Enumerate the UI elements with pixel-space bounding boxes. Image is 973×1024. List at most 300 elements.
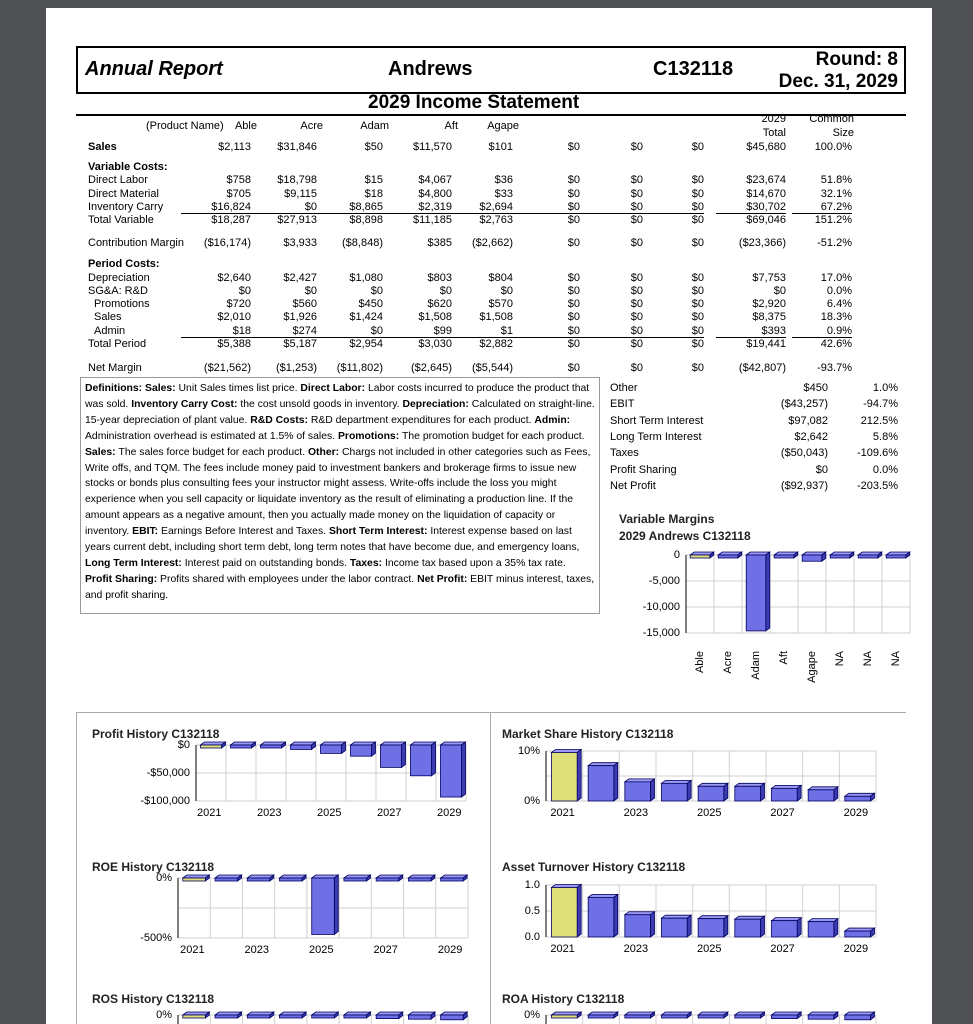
definition-term: Admin: <box>534 414 571 426</box>
value-cell: $0 <box>630 338 643 350</box>
value-cell: ($16,174) <box>203 237 251 249</box>
bar-side <box>834 787 838 801</box>
value-cell: $0 <box>567 174 580 186</box>
common-size-cell: 0.9% <box>792 325 852 338</box>
report-page <box>46 8 932 1024</box>
value-cell: $1,424 <box>349 311 383 323</box>
bar-face <box>698 919 724 937</box>
bar <box>886 552 910 558</box>
bar-side <box>614 894 618 937</box>
value-cell: $0 <box>630 188 643 200</box>
bar <box>441 875 468 881</box>
bar-side <box>651 912 655 937</box>
definition-text: Unit Sales times list price. <box>178 383 301 394</box>
statement-title: 2029 Income Statement <box>368 92 580 113</box>
definition-text: The sales force budget for each product. <box>118 446 308 458</box>
definition-text: Interest expense based on last years current debt, including short term debt, long term notes that have become due, and emergency loans, <box>85 526 580 554</box>
asset-turnover-history-title: Asset Turnover History C132118 <box>502 860 686 874</box>
value-cell: $0 <box>634 201 704 214</box>
bar-face <box>183 1015 206 1018</box>
bar <box>735 916 765 937</box>
value-cell: $15 <box>364 174 383 186</box>
definition-text: EBIT minus interest, taxes, and profit sharing. <box>85 573 595 601</box>
row-label-depreciation: Depreciation <box>88 272 150 284</box>
value-cell: $0 <box>500 285 513 297</box>
value-cell: $3,030 <box>418 338 452 350</box>
bar <box>408 1012 435 1019</box>
value-cell: $0 <box>630 298 643 310</box>
bar <box>312 875 339 934</box>
bar-face <box>381 745 402 767</box>
definition-text: Calculated on straight-line. 15-year depreciation of plant value. <box>85 398 595 426</box>
y-tick-label: -500% <box>140 932 172 944</box>
x-tick-label: NA <box>862 651 874 667</box>
y-tick-label: 0% <box>156 1009 172 1021</box>
bar-top <box>588 894 618 897</box>
value-cell: $0 <box>691 298 704 310</box>
row-label-admin: Admin <box>94 325 126 337</box>
common-size-cell: 151.2% <box>814 214 852 226</box>
bar-top <box>662 780 692 783</box>
value-cell: $1,926 <box>283 311 317 323</box>
value-cell: $36 <box>494 174 513 186</box>
definition-text: the cost unsold goods in inventory. <box>240 398 403 410</box>
bar <box>802 552 826 561</box>
bar-face <box>808 922 834 937</box>
definition-text: Interest paid on outstanding bonds. <box>184 557 350 569</box>
definition-text: Administration overhead is estimated at 1.5% of sales. <box>85 430 338 442</box>
bar <box>381 742 406 767</box>
bar <box>411 742 436 776</box>
value-cell: $0 <box>691 311 704 323</box>
x-tick-label: 2023 <box>244 944 270 956</box>
common-size-cell: 42.6% <box>820 338 852 350</box>
definition-term: Inventory Carry Cost: <box>131 398 241 410</box>
row-label-direct-labor: Direct Labor <box>88 174 148 186</box>
value-cell: $5,187 <box>283 338 317 350</box>
company-code: C132118 <box>653 58 734 80</box>
value-cell: $27,913 <box>277 214 317 226</box>
x-tick-label: 2021 <box>197 807 222 819</box>
summary-percent: 1.0% <box>872 382 898 394</box>
bar-face <box>588 1015 614 1018</box>
ros-history-title: ROS History C132118 <box>92 992 215 1006</box>
bar-side <box>766 552 770 631</box>
bar <box>261 742 286 748</box>
y-tick-label: -15,000 <box>642 627 680 639</box>
definition-term: Sales: <box>145 383 179 394</box>
row-label-sales-sub: Sales <box>94 311 122 323</box>
bar-top <box>662 915 692 918</box>
summary-value: ($43,257) <box>780 398 828 411</box>
bar <box>376 1012 403 1019</box>
value-cell: $50 <box>364 141 383 153</box>
bar-face <box>376 1015 399 1019</box>
bar <box>351 742 376 756</box>
definition-term: Promotions: <box>337 430 403 442</box>
product-header: Able <box>234 120 257 132</box>
bar <box>845 928 875 937</box>
value-cell: $0 <box>691 285 704 297</box>
bar <box>441 742 466 797</box>
bar-face <box>261 745 282 748</box>
bar <box>808 1012 838 1019</box>
x-tick-label: Able <box>694 651 706 674</box>
bar <box>698 916 728 937</box>
value-cell: $5,388 <box>217 338 251 350</box>
bar-face <box>247 1015 270 1018</box>
bar-top <box>735 783 765 786</box>
value-cell: $0 <box>691 188 704 200</box>
row-label-variable-costs: Variable Costs: <box>88 161 168 173</box>
bar-face <box>772 1015 798 1019</box>
bar-face <box>802 555 822 561</box>
value-cell: $0 <box>691 214 704 226</box>
x-tick-label: 2025 <box>317 807 342 819</box>
value-cell: $620 <box>427 298 452 310</box>
bar-side <box>334 875 338 934</box>
bar-face <box>662 783 688 801</box>
value-cell: $0 <box>691 272 704 284</box>
bar-top <box>808 787 838 790</box>
row-label-period-costs: Period Costs: <box>88 258 160 270</box>
bar-top <box>845 1012 875 1015</box>
value-cell: ($21,562) <box>203 362 251 374</box>
bar-top <box>662 1012 692 1015</box>
value-cell: $385 <box>427 237 452 249</box>
bar <box>441 1012 468 1020</box>
bar-face <box>588 766 614 801</box>
bar-top <box>625 1012 655 1015</box>
bar-side <box>402 742 406 767</box>
value-cell: $0 <box>313 325 383 338</box>
value-cell: $0 <box>691 237 704 249</box>
x-tick-label: 2027 <box>377 807 402 819</box>
bar-top <box>735 916 765 919</box>
y-tick-label: 0.0 <box>524 931 540 943</box>
bar-face <box>376 878 399 881</box>
x-tick-label: 2027 <box>770 943 795 955</box>
bar <box>772 785 802 801</box>
y-tick-label: 0% <box>156 872 172 884</box>
summary-label: EBIT <box>610 398 635 411</box>
definitions-box <box>80 377 600 614</box>
bar-face <box>231 745 252 748</box>
bar <box>845 793 875 801</box>
value-cell: $2,763 <box>479 214 513 226</box>
value-cell: $0 <box>630 285 643 297</box>
x-tick-label: NA <box>834 651 846 667</box>
value-cell: $274 <box>247 325 317 338</box>
bar-top <box>698 916 728 919</box>
x-tick-label: 2021 <box>550 943 575 955</box>
x-tick-label: 2029 <box>843 943 869 955</box>
bar-face <box>746 555 766 631</box>
common-size-cell: 18.3% <box>820 311 852 323</box>
bar-side <box>577 749 581 801</box>
summary-value: $450 <box>803 382 828 394</box>
value-cell: $560 <box>292 298 317 310</box>
bar-side <box>432 742 436 776</box>
bar-face <box>662 1015 688 1018</box>
row-label-direct-material: Direct Material <box>88 188 159 200</box>
y-tick-label: 0 <box>673 549 680 561</box>
x-tick-label: 2029 <box>843 807 869 819</box>
x-tick-label: Acre <box>722 651 734 674</box>
total-cell: $14,670 <box>746 188 786 200</box>
total-cell: ($23,366) <box>738 237 786 249</box>
product-header: Adam <box>360 120 389 132</box>
row-label-total-period: Total Period <box>88 338 147 350</box>
x-tick-label: 2025 <box>697 943 722 955</box>
bar <box>698 783 728 801</box>
row-label-sga-rd: SG&A: R&D <box>88 285 148 297</box>
bar-face <box>735 786 761 801</box>
y-tick-label: 0% <box>524 1009 540 1021</box>
bar <box>772 918 802 937</box>
bar-face <box>441 878 464 881</box>
value-cell: $11,185 <box>413 214 452 226</box>
bar-face <box>718 555 738 558</box>
x-tick-label: 2027 <box>373 944 398 956</box>
bar <box>291 742 316 749</box>
profit-history-svg <box>196 735 486 811</box>
value-cell: $18,798 <box>277 174 317 186</box>
common-size-cell: -93.7% <box>817 362 852 374</box>
bar <box>808 919 838 937</box>
x-tick-label: 2025 <box>309 944 334 956</box>
bar-side <box>372 742 376 756</box>
bar-face <box>830 555 850 558</box>
value-cell: $0 <box>567 214 580 226</box>
value-cell: $450 <box>358 298 383 310</box>
bar-top <box>698 783 728 786</box>
bar-face <box>441 1015 464 1020</box>
value-cell: $9,115 <box>284 188 317 200</box>
summary-value: $97,082 <box>788 414 828 427</box>
variable-margins-subtitle: 2029 Andrews C132118 <box>619 529 751 543</box>
roe-history-svg <box>178 868 488 948</box>
bar-face <box>625 915 651 937</box>
value-cell: $0 <box>630 311 643 323</box>
total-cell: $45,680 <box>746 141 786 153</box>
total-cell: $0 <box>773 285 786 297</box>
bar <box>215 875 242 881</box>
common-size-header: Common <box>809 113 854 125</box>
value-cell: $18 <box>181 325 251 338</box>
row-label-sales: Sales <box>88 141 117 153</box>
bar <box>376 875 403 881</box>
value-cell: $570 <box>488 298 513 310</box>
value-cell: $804 <box>488 272 513 284</box>
product-header: Acre <box>300 120 323 132</box>
company-name: Andrews <box>388 58 473 80</box>
bar <box>215 1012 242 1018</box>
value-cell: $0 <box>573 325 643 338</box>
total-cell: $7,753 <box>752 272 786 284</box>
value-cell: $2,319 <box>382 201 452 214</box>
value-cell: $0 <box>573 201 643 214</box>
bar-side <box>462 742 466 797</box>
common-size-cell: 0.0% <box>826 285 852 297</box>
value-cell: $0 <box>630 141 643 153</box>
bar-side <box>761 916 765 937</box>
bar <box>201 742 226 748</box>
value-cell: $758 <box>226 174 251 186</box>
x-tick-label: Agape <box>806 651 818 683</box>
value-cell: $803 <box>427 272 452 284</box>
bar-face <box>845 796 871 801</box>
value-cell: ($2,645) <box>411 362 452 374</box>
bar <box>312 1012 339 1018</box>
profit-history-title: Profit History C132118 <box>92 727 220 741</box>
bar-top <box>552 1012 582 1015</box>
value-cell: $0 <box>304 285 317 297</box>
bar-top <box>772 785 802 788</box>
bar <box>625 779 655 801</box>
value-cell: $18,287 <box>211 214 251 226</box>
common-size-cell: 67.2% <box>792 201 852 214</box>
y-tick-label: -$100,000 <box>140 795 190 807</box>
bar-face <box>312 878 335 934</box>
market-share-history-svg <box>546 741 896 811</box>
definition-term: Sales: <box>85 446 119 458</box>
value-cell: $3,933 <box>283 237 317 249</box>
x-tick-label: 2029 <box>437 807 462 819</box>
definition-term: EBIT: <box>132 526 162 538</box>
summary-percent: 212.5% <box>860 414 898 427</box>
bar <box>662 780 692 801</box>
x-tick-label: NA <box>890 651 902 667</box>
value-cell: $0 <box>510 325 580 338</box>
bar-face <box>845 931 871 937</box>
value-cell: $8,898 <box>349 214 383 226</box>
bar-face <box>344 1015 367 1018</box>
divider <box>76 712 906 713</box>
bar-face <box>441 745 462 797</box>
value-cell: $0 <box>634 325 704 338</box>
definition-term: Other: <box>307 446 343 458</box>
x-tick-label: 2021 <box>550 807 575 819</box>
definition-term: Taxes: <box>349 557 385 569</box>
summary-label: Profit Sharing <box>610 463 677 476</box>
bar-face <box>588 897 614 937</box>
value-cell: $0 <box>238 285 251 297</box>
value-cell: ($8,848) <box>342 237 383 249</box>
bar <box>183 875 210 881</box>
bar <box>552 884 582 937</box>
definition-term: Profit Sharing: <box>85 573 161 585</box>
bar-side <box>724 916 728 937</box>
value-cell: $2,010 <box>217 311 251 323</box>
value-cell: ($1,253) <box>276 362 317 374</box>
bar-face <box>408 878 431 881</box>
bar-face <box>312 1015 335 1018</box>
value-cell: ($11,802) <box>336 362 383 374</box>
value-cell: $0 <box>567 338 580 350</box>
x-tick-label: Aft <box>778 651 790 665</box>
value-cell: $2,694 <box>443 201 513 214</box>
roe-history-title: ROE History C132118 <box>92 860 215 874</box>
value-cell: $0 <box>567 311 580 323</box>
summary-label: Long Term Interest <box>610 430 702 443</box>
summary-label: Short Term Interest <box>610 414 704 427</box>
y-tick-label: 1.0 <box>524 879 540 891</box>
x-tick-label: 2023 <box>257 807 282 819</box>
bar <box>588 894 618 937</box>
total-cell: $30,702 <box>716 201 786 214</box>
bar <box>280 1012 307 1018</box>
bar <box>698 1012 728 1018</box>
variable-margins-svg <box>686 545 930 643</box>
value-cell: $33 <box>494 188 513 200</box>
y-tick-label: -$50,000 <box>146 767 190 779</box>
value-cell: $2,882 <box>479 338 513 350</box>
value-cell: $0 <box>567 237 580 249</box>
value-cell: $0 <box>567 272 580 284</box>
bar-face <box>662 918 688 937</box>
x-tick-label: 2025 <box>697 807 722 819</box>
bar-top <box>552 749 582 752</box>
variable-margins-title: Variable Margins <box>619 512 715 526</box>
bar-side <box>651 779 655 801</box>
total-cell: ($42,807) <box>738 362 786 374</box>
bar <box>772 1012 802 1019</box>
bar-face <box>845 1015 871 1020</box>
bar-face <box>344 878 367 881</box>
bar <box>625 912 655 937</box>
value-cell: $0 <box>630 362 643 374</box>
bar <box>408 875 435 881</box>
bar <box>321 742 346 753</box>
summary-label: Taxes <box>610 447 639 460</box>
summary-value: ($50,043) <box>780 447 828 460</box>
value-cell: $8,865 <box>313 201 383 214</box>
bar <box>552 1012 582 1018</box>
common-size-cell: -51.2% <box>817 237 852 249</box>
report-header <box>76 46 906 94</box>
bar-face <box>698 786 724 801</box>
bar <box>231 742 256 748</box>
bar <box>690 552 714 558</box>
bar-face <box>886 555 906 558</box>
definition-term: Net Profit: <box>417 573 471 585</box>
bar-face <box>690 555 710 558</box>
divider-left <box>76 712 77 1024</box>
summary-percent: 5.8% <box>872 430 898 443</box>
y-tick-label: 0.5 <box>524 905 540 917</box>
bar <box>718 552 742 558</box>
total-cell: $2,920 <box>752 298 786 310</box>
value-cell: ($2,662) <box>472 237 513 249</box>
bar-side <box>797 918 801 937</box>
value-cell: $18 <box>364 188 383 200</box>
value-cell: $0 <box>630 174 643 186</box>
bar <box>588 763 618 801</box>
bar-face <box>858 555 878 558</box>
bar <box>858 552 882 558</box>
bar-side <box>834 919 838 937</box>
definition-text: Income tax based upon a 35% tax rate. <box>384 557 566 569</box>
y-tick-label: -5,000 <box>648 575 680 587</box>
value-cell: $4,800 <box>418 188 452 200</box>
y-tick-label: $0 <box>177 739 190 751</box>
bar-face <box>552 1015 578 1018</box>
bar-face <box>183 878 206 881</box>
bar-side <box>761 783 765 801</box>
bar-face <box>215 878 238 881</box>
common-size-cell: 51.8% <box>820 174 852 186</box>
